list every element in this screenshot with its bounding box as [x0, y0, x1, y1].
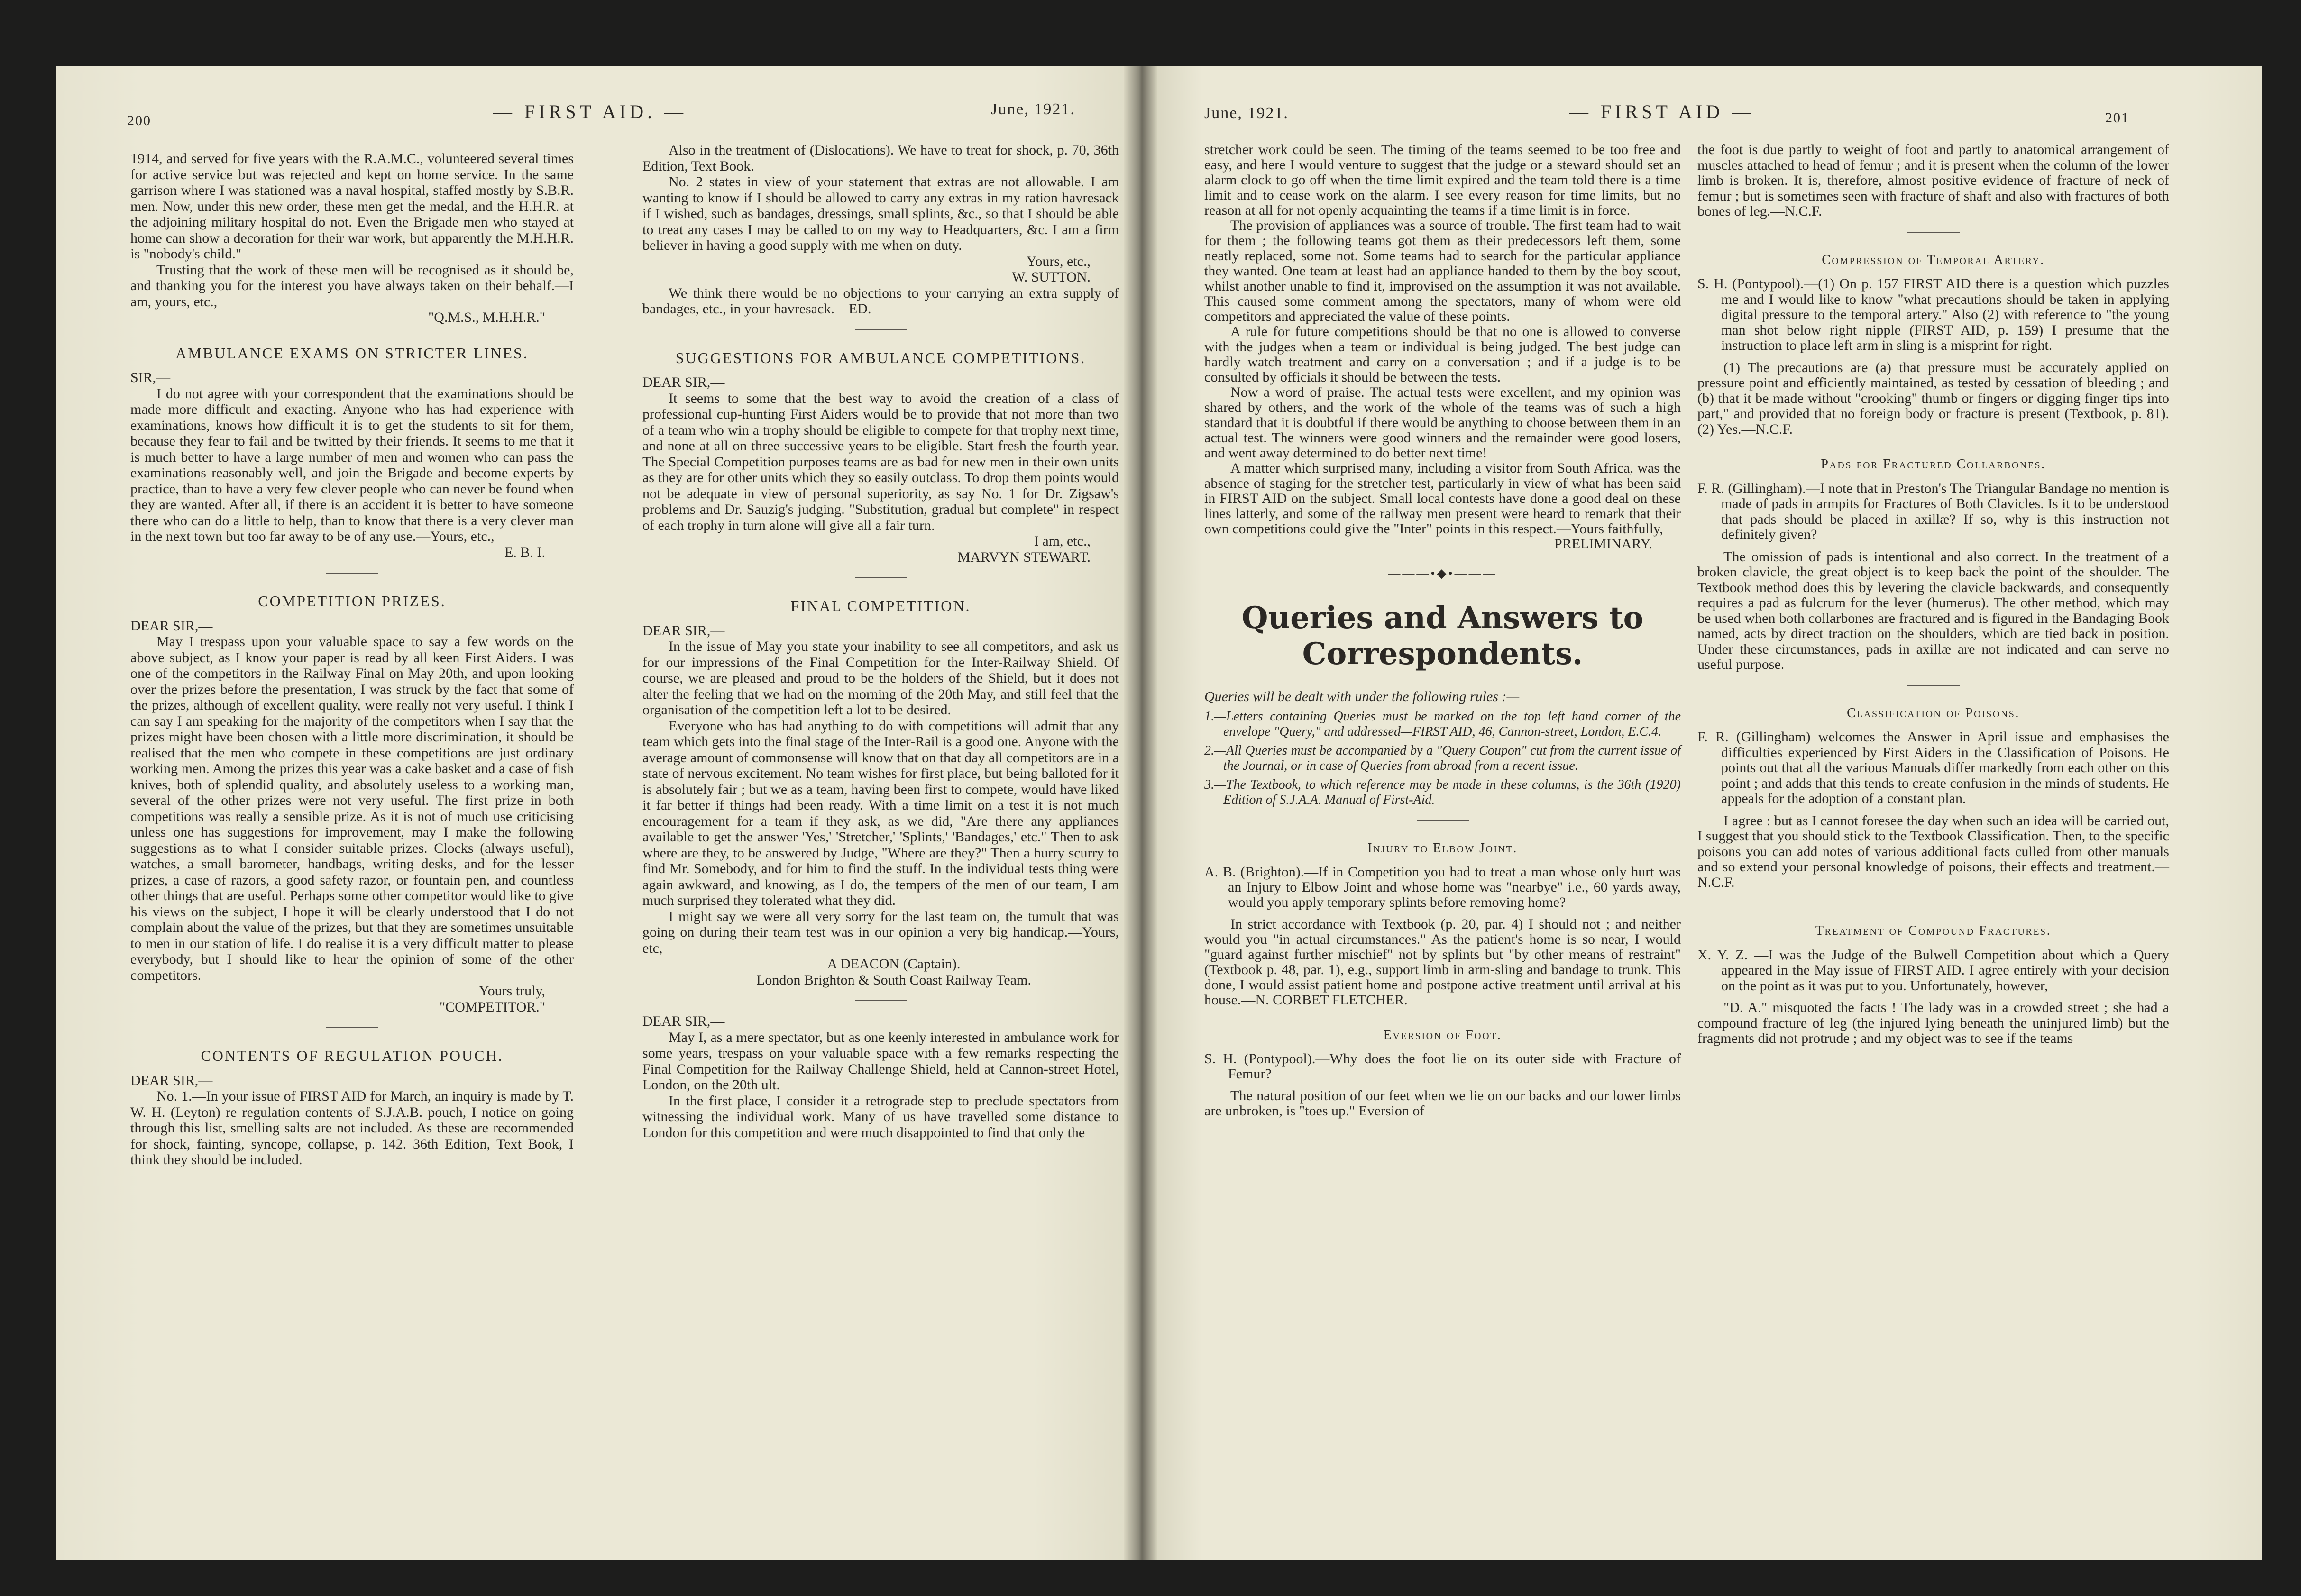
- signature: London Brighton & South Coast Railway Team.: [756, 972, 1031, 988]
- signature: MARVYN STEWART.: [957, 549, 1091, 565]
- ornament-divider: ———•◆•———: [1388, 566, 1497, 580]
- section-divider: [855, 577, 907, 578]
- paragraph: Trusting that the work of these men will be recognised as it should be, and thanking you for the interest you have always taken on their behalf.—I am, yours, etc.,: [130, 262, 574, 310]
- paragraph: DEAR SIR,—: [130, 1072, 213, 1088]
- section-divider: [855, 329, 907, 330]
- paragraph: DEAR SIR,—: [642, 374, 725, 390]
- queries-answers-title: Queries and Answers to Correspondents.: [1241, 600, 1644, 672]
- right-date: June, 1921.: [1204, 104, 1289, 122]
- rule-item: 1.—Letters containing Queries must be marked on the top left hand corner of the envelope "Query," and addressed—FIRST AID, 46, Cannon-street, London, E.C.4.: [1204, 709, 1681, 739]
- paragraph: The omission of pads is intentional and also correct. In the treatment of a broken clavicle, the great object is to keep back the point of the shoulder. The Textbook method does this by levering the clavicle backwards, and consequently requires a pad as fulcrum for the lever (humerus). The other method, which may be used when both collarbones are fractured and is figured in the Bandaging Book named, acts by direct traction on the shoulders, which are tied back in position. Under these circumstances, pads in axillæ are not indicated and can serve no useful purpose.: [1697, 548, 2169, 672]
- paragraph: SIR,—: [130, 370, 171, 385]
- paragraph: A matter which surprised many, including a visitor from South Africa, was the absence of staging for the stretcher test, particularly in view of what has been said in FIRST AID on the subject. Small local contests have done a good deal on these lines latterly, and some of the railway men present were heard to remark that their own competitions could give the "Inter" points in this respect.—Yours faithfully,: [1204, 460, 1681, 537]
- paragraph: DEAR SIR,—: [642, 622, 725, 638]
- paragraph: I might say we were all very sorry for the last team on, the tumult that was going on during their team test was in our opinion a very big handicap.—Yours, etc,: [642, 908, 1119, 956]
- paragraph: It seems to some that the best way to avoid the creation of a class of professional cup-hunting First Aiders would be to provide that not more than two of a team who win a trophy should be eligible to compete for that trophy next time, and none at all on three successive years to be eligible. Start fresh the fourth year. The Special Competition purposes teams are as bad for new men in their own units as they are for other units which they so easily outclass. To drop them points would not be adequate in view of personal superiority, as say No. 1 for Dr. Zigsaw's problems and Dr. Sauzig's judging. "Substitution, gradual but complete" in respect of each trophy in turn alone will give all a fair turn.: [642, 390, 1119, 533]
- signature: I am, etc.,: [1034, 533, 1091, 549]
- left-column-2: [642, 142, 1119, 1140]
- query-text: S. H. (Pontypool).—Why does the foot lie on its outer side with Fracture of Femur?: [1204, 1051, 1681, 1082]
- right-column-1: [1204, 142, 1681, 1119]
- paragraph: We think there would be no objections to your carrying an extra supply of bandages, etc., in your havresack.—ED.: [642, 285, 1119, 317]
- paragraph: Also in the treatment of (Dislocations). We have to treat for shock, p. 70, 36th Edition, Text Book.: [642, 142, 1119, 174]
- paragraph: Everyone who has had anything to do with competitions will admit that any team which gets into the final stage of the Inter-Rail is a good one. Anyone with the average amount of commonsense will know that on that day all competitors are in a state of nervous excitement. No team wishes for first place, but being balloted for it is absolutely fair ; but we as a team, having been first to compete, would have liked it far better if things had been ready. With a time limit on a test it is not much encouragement for a team if they ask, as we did, "Are there any appliances available to get the answer 'Yes,' 'Stretcher,' 'Splints,' 'Bandages,' etc." Then to ask where are they, to be answered by Judge, "Where are they?" Then a hurry scurry to find Mr. Somebody, and for him to find the stuff. In the individual tests thing were again awkward, and knowing, as I do, the tempers of the men of our team, I am much surprised they tolerated what they did.: [642, 718, 1119, 908]
- right-column-2: [1697, 142, 2169, 1047]
- paragraph: the foot is due partly to weight of foot and partly to anatomical arrangement of muscles attached to head of femur ; and it is present when the column of the lower limb is broken. It is, therefore, almost positive evidence of fracture of neck of femur ; but is sometimes seen with fracture of shaft and also with fractures of both bones of leg.—N.C.F.: [1697, 142, 2169, 219]
- query-heading: Treatment of Compound Fractures.: [1815, 923, 2052, 938]
- paragraph: (1) The precautions are (a) that pressure must be accurately applied on pressure point and efficiently maintained, as tested by cessation of bleeding ; and (b) that it be made without "crooking" thumb or fingers or digging finger tips into part," and provided that no foreign body or fracture is present (Textbook, p. 81). (2) Yes.—N.C.F.: [1697, 359, 2169, 437]
- paragraph: The provision of appliances was a source of trouble. The first team had to wait for them ; the following teams got them as their predecessors left them, some neatly replaced, some not. Some teams had to search for the particular appliance they wanted. One team at least had an appliance handed to them by the boy scout, whilst another unable to find it, improvised on the assumption it was not available. This caused some comment among the spectators, many of whom were old competitors and appreciated the value of these points.: [1204, 218, 1681, 324]
- paragraph: Now a word of praise. The actual tests were excellent, and my opinion was shared by others, and the work of the whole of the teams was of such a high standard that it is doubtful if there would be anything to choose between them in an actual test. The winners were good winners and the remainder were good losers, and went away determined to do better next time!: [1204, 384, 1681, 461]
- query-text: X. Y. Z. —I was the Judge of the Bulwell Competition about which a Query appeared in the May issue of FIRST AID. I agree entirely with your decision on the point as it was put to you. Unfortunately, however,: [1697, 947, 2169, 994]
- signature: "Q.M.S., M.H.H.R.": [428, 310, 545, 325]
- query-heading: Eversion of Foot.: [1383, 1028, 1502, 1042]
- paragraph: stretcher work could be seen. The timing of the teams seemed to be too free and easy, and here I would venture to suggest that the judge or a steward should set an alarm clock to go off when the time limit expired and the team told there is a time limit and to cease work on the alarm. I see every reason for time limits, but no reason at all for not openly acquainting the teams if a time limit is in force.: [1204, 142, 1681, 218]
- section-divider: [855, 1000, 907, 1001]
- signature: "COMPETITOR.": [439, 999, 545, 1015]
- signature: Yours truly,: [478, 983, 545, 999]
- paragraph: May I, as a mere spectator, but as one keenly interested in ambulance work for some years, trespass on your valuable space with a few remarks respecting the Final Competition for the Railway Challenge Shield, held at Cannon-street Hotel, London, on the 20th ult.: [642, 1029, 1119, 1093]
- query-text: F. R. (Gillingham) welcomes the Answer in April issue and emphasises the difficulties experienced by First Aiders in the Classification of Poisons. He points out that all the various Manuals differ markedly from each other on this point ; and adds that this tends to create confusion in the minds of students. He appeals for the adoption of a constant plan.: [1697, 729, 2169, 806]
- section-heading: SUGGESTIONS FOR AMBULANCE COMPETITIONS.: [675, 349, 1086, 366]
- section-heading: AMBULANCE EXAMS ON STRICTER LINES.: [175, 344, 529, 362]
- section-divider: [326, 1027, 378, 1028]
- section-heading: FINAL COMPETITION.: [790, 597, 971, 614]
- paragraph: No. 1.—In your issue of FIRST AID for March, an inquiry is made by T. W. H. (Leyton) re regulation contents of S.J.A.B. pouch, I notice on going through this list, smelling salts are not included. As these are recommended for shock, fainting, syncope, collapse, p. 142. 36th Edition, Text Book, I think they should be included.: [130, 1088, 574, 1167]
- query-heading: Classification of Poisons.: [1847, 705, 2020, 720]
- paragraph: DEAR SIR,—: [642, 1013, 725, 1029]
- paragraph: In the issue of May you state your inability to see all competitors, and ask us for our impressions of the Final Competition for the Inter-Railway Shield. Of course, we are pleased and proud to be the holders of the Shield, but it does not alter the feeling that we had on the morning of the 20th May, and still feel that the organisation of the competition left a lot to be desired.: [642, 638, 1119, 718]
- paragraph: I do not agree with your correspondent that the examinations should be made more difficult and exacting. Anyone who has had experience with examinations, knows how difficult it is to get the students to sit for them, because they fear to fail and be twitted by their friends. It seems to me that it is much better to have a large number of men and women who can pass the examinations reasonably well, and join the Brigade and become experts by practice, than to have a very few clever people who can never be found when they are wanted. After all, if there is an accident it is better to have someone there who can do a little to help, than to know that there is a very clever man in the next town but too far away to be of any use.—Yours, etc.,: [130, 385, 574, 544]
- query-heading: Pads for Fractured Collarbones.: [1821, 457, 2046, 472]
- paragraph: No. 2 states in view of your statement that extras are not allowable. I am wanting to know if I should be allowed to carry any extras in my ration havresack if I wished, such as bandages, dressings, small splints, &c., so that I should be able to treat any cases I may be called to on my way to Headquarters, &c. I am a firm believer in having a good supply with me when on duty.: [642, 174, 1119, 253]
- section-heading: COMPETITION PRIZES.: [258, 593, 446, 610]
- section-divider: [1907, 232, 1960, 233]
- left-date: June, 1921.: [991, 100, 1075, 118]
- left-column-1: [130, 151, 574, 1168]
- paragraph: A rule for future competitions should be that no one is allowed to converse with the judges when a team or individual is being judged. The best judge can hardly watch treatment and carry on a conversation ; and if a judge is to be consulted by officials it should be between the tests.: [1204, 324, 1681, 385]
- book-gutter: [1124, 66, 1157, 1560]
- section-divider: [1417, 820, 1469, 821]
- paragraph: "D. A." misquoted the facts ! The lady was in a crowded street ; she had a compound fracture of leg (the injured lying beneath the uninjured limb) but the fragments did not protrude ; and my object was to see if the teams: [1697, 1000, 2169, 1046]
- signature: Yours, etc.,: [1026, 253, 1091, 269]
- section-divider: [326, 573, 378, 574]
- section-divider: [1907, 685, 1960, 686]
- paragraph: I agree : but as I cannot foresee the day when such an idea will be carried out, I suggest that you should stick to the Textbook Classification. Then, to the specific poisons you can add notes of various additional facts culled from other manuals and so extend your personal knowledge of poisons, their effects and treatment.—N.C.F.: [1697, 812, 2169, 890]
- query-heading: Injury to Elbow Joint.: [1367, 841, 1518, 856]
- signature: A DEACON (Captain).: [827, 956, 961, 972]
- signature: E. B. I.: [504, 544, 545, 560]
- paragraph: DEAR SIR,—: [130, 618, 213, 634]
- left-running-title: — FIRST AID. —: [493, 101, 688, 122]
- section-heading: CONTENTS OF REGULATION POUCH.: [201, 1047, 504, 1064]
- left-page-number: 200: [127, 113, 151, 128]
- paragraph: May I trespass upon your valuable space to say a few words on the above subject, as I know your paper is read by all keen First Aiders. I was one of the competitors in the Railway Final on May 20th, and upon looking over the prizes before the presentation, I was struck by the fact that some of the prizes, although of excellent quality, were really not very useful. I think I can say I am speaking for the majority of the competitors when I say that the prizes might have been chosen with a little more discrimination, it should be realised that the men who compete in these competitions are just ordinary working men. Among the prizes this year was a cake basket and a case of fish knives, both of splendid quality, and absolutely useless to a working man, several of the other prizes were not very useful. The first prize in both competitions was really a sensible prize. As it is not of much use criticising unless one has suggestions for improvement, may I make the following suggestions as to what I consider suitable prizes. Clocks (always useful), watches, a small barometer, handbags, writing desks, and for the lesser prizes, a case of razors, a good safety razor, or fountain pen, and countless other things that are useful. Perhaps some other competitor would like to give his views on the subject, I hope it will be clearly understood that I do not complain about the value of the prizes, but that they are sometimes unsuitable to men in our station of life. I do realise it is a very difficult matter to please everybody, but I should like to hear the opinion of some of the other competitors.: [130, 634, 574, 983]
- right-page-number: 201: [2105, 110, 2129, 126]
- rules-intro: Queries will be dealt with under the following rules :—: [1204, 689, 1520, 704]
- rule-item: 2.—All Queries must be accompanied by a "Query Coupon" cut from the current issue of the Journal, or in case of Queries from abroad from a recent issue.: [1204, 743, 1681, 773]
- query-text: F. R. (Gillingham).—I note that in Preston's The Triangular Bandage no mention is made of pads in armpits for Fractures of Both Clavicles. Is it to be understood that pads should be placed in axillæ? If so, why is this instruction not definitely given?: [1697, 480, 2169, 542]
- query-text: S. H. (Pontypool).—(1) On p. 157 FIRST AID there is a question which puzzles me and I would like to know "what precautions should be taken in applying digital pressure to the temporal artery." Also (2) with reference to "the young man shot below right nipple (FIRST AID, p. 159) I presume that the instruction to place left arm in sling is a misprint for right.: [1697, 276, 2169, 353]
- signature: W. SUTTON.: [1012, 269, 1091, 285]
- paragraph: In the first place, I consider it a retrograde step to preclude spectators from witnessing the individual work. Many of us have travelled some distance to London for this competition and were much disappointed to find that only the: [642, 1093, 1119, 1140]
- signature: PRELIMINARY.: [1554, 536, 1652, 552]
- paragraph: 1914, and served for five years with the R.A.M.C., volunteered several times for active service but was rejected and kept on home service. In the same garrison where I was stationed was a naval hospital, staffed mostly by S.B.R. men. Now, under this new order, these men get the medal, and the H.H.R. at the adjoining military hospital do not. Even the Brigade men who stayed at home can show a decoration for their war work, but apparently the M.H.H.R. is "nobody's child.": [130, 151, 574, 262]
- rule-item: 3.—The Textbook, to which reference may be made in these columns, is the 36th (1920) Edition of S.J.A.A. Manual of First-Aid.: [1204, 777, 1681, 807]
- query-text: A. B. (Brighton).—If in Competition you had to treat a man whose only hurt was an Injury to Elbow Joint and whose home was "nearbye" i.e., 60 yards away, would you apply temporary splints before removing home?: [1204, 864, 1681, 910]
- query-heading: Compression of Temporal Artery.: [1822, 252, 2045, 267]
- paragraph: In strict accordance with Textbook (p. 20, par. 4) I should not ; and neither would you "in actual circumstances." As the patient's home is so near, I would "guard against further mischief" not by splints but "by other means of restraint" (Textbook p. 48, par. 1), e.g., support limb in arm-sling and bandage to trunk. This done, I would assist patient home and postpone active treatment until arrival at his house.—N. CORBET FLETCHER.: [1204, 916, 1681, 1008]
- right-running-title: — FIRST AID —: [1569, 101, 1755, 122]
- paragraph: The natural position of our feet when we lie on our backs and our lower limbs are unbroken, is "toes up." Eversion of: [1204, 1088, 1681, 1119]
